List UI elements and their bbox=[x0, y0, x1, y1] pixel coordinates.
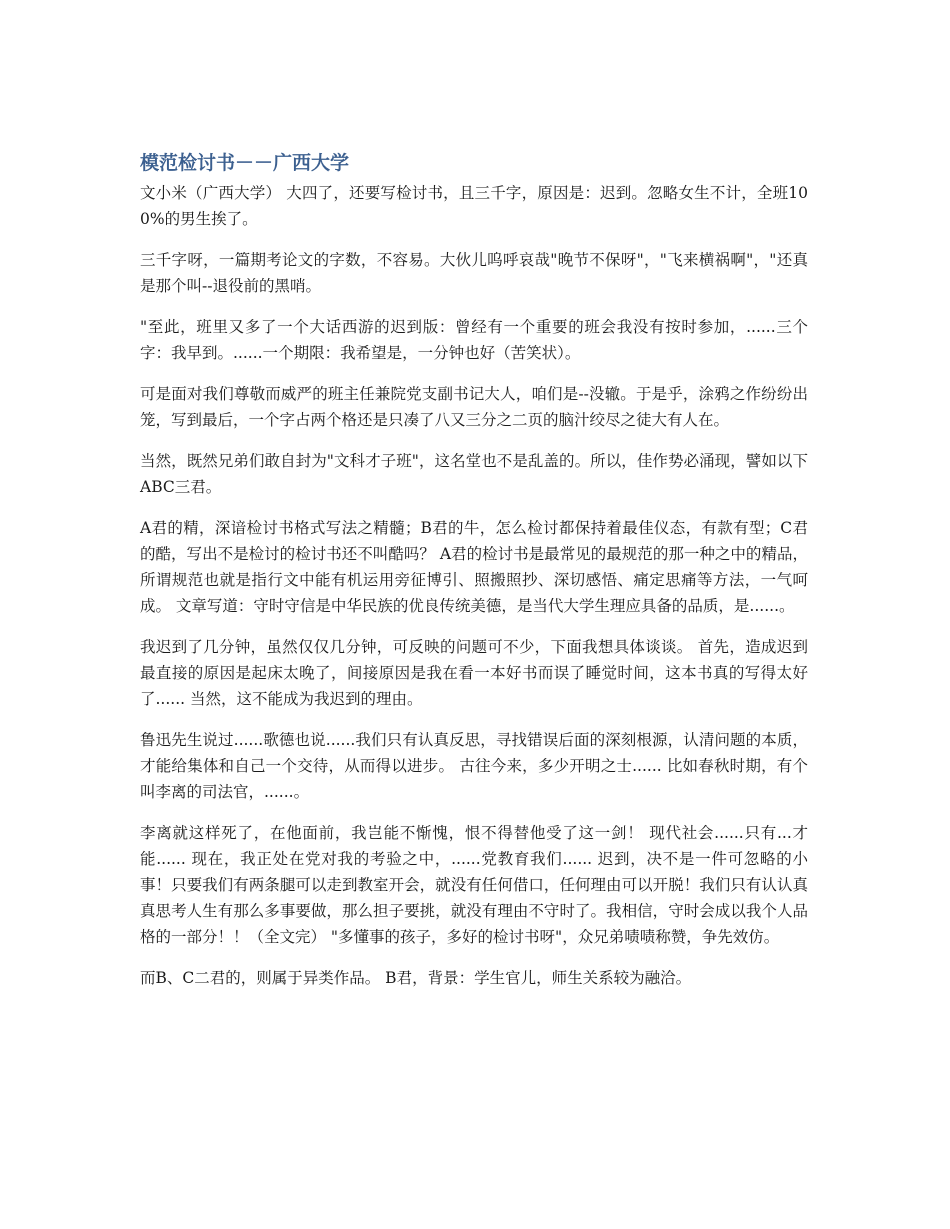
paragraph: "至此，班里又多了一个大话西游的迟到版：曾经有一个重要的班会我没有按时参加，......三个字：我早到。......一个期限：我希望是，一分钟也好（苦笑状）。 bbox=[140, 318, 808, 362]
paragraph: 而B、C二君的，则属于异类作品。 B君，背景：学生官儿，师生关系较为融洽。 bbox=[140, 969, 692, 987]
paragraph: 李离就这样死了，在他面前，我岂能不惭愧，恨不得替他受了这一剑！ 现代社会......只有...才能...... 现在，我正处在党对我的考验之中，......党教育我们...... 迟到，决不是一件可忽略的小事！只要我们有两条腿可以走到教室开会，就没有任何借口，任何理由可以开脱！我们只有认认真真思考人生有那么多事要做，那么担子要挑，就没有理由不守时了。我相信，守时会成以我个人品格的一部分！！（全文完） "多懂事的孩子，多好的检讨书呀"，众兄弟啧啧称赞，争先效仿。 bbox=[140, 824, 808, 946]
paragraph: 可是面对我们尊敬而威严的班主任兼院党支副书记大人，咱们是--没辙。于是乎，涂鸦之作纷纷出笼，写到最后，一个字占两个格还是只凑了八又三分之二页的脑汁绞尽之徒大有人在。 bbox=[140, 385, 808, 429]
paragraph: 文小米（广西大学） 大四了，还要写检讨书，且三千字，原因是：迟到。忽略女生不计，全班100%的男生挨了。 bbox=[140, 184, 808, 228]
document-title: 模范检讨书－－广西大学 bbox=[140, 152, 350, 174]
paragraph: 鲁迅先生说过......歌德也说......我们只有认真反思，寻找错误后面的深刻根源，认清问题的本质，才能给集体和自己一个交待，从而得以进步。 古往今来，多少开明之士...... 比如春秋时期，有个叫李离的司法官，......。 bbox=[140, 731, 808, 801]
paragraph: A君的精，深谙检讨书格式写法之精髓；B君的牛，怎么检讨都保持着最佳仪态，有款有型；C君的酷，写出不是检讨的检讨书还不叫酷吗？ A君的检讨书是最常见的最规范的那一种之中的精品，所谓规范也就是指行文中能有机运用旁征博引、照搬照抄、深切感悟、痛定思痛等方法，一气呵成。 文章写道：守时守信是中华民族的优良传统美德，是当代大学生理应具备的品质，是......。 bbox=[140, 519, 808, 615]
paragraph: 我迟到了几分钟，虽然仅仅几分钟，可反映的问题可不少，下面我想具体谈谈。 首先，造成迟到最直接的原因是起床太晚了，间接原因是我在看一本好书而误了睡觉时间，这本书真的写得太好了...... 当然，这不能成为我迟到的理由。 bbox=[140, 638, 808, 708]
paragraph: 当然，既然兄弟们敢自封为"文科才子班"，这名堂也不是乱盖的。所以，佳作势必涌现，譬如以下ABC三君。 bbox=[140, 452, 808, 496]
document-body bbox=[140, 146, 808, 1006]
paragraph: 三千字呀，一篇期考论文的字数，不容易。大伙儿呜呼哀哉"晚节不保呀"，"飞来横祸啊"，"还真是那个叫--退役前的黑哨。 bbox=[140, 251, 808, 295]
